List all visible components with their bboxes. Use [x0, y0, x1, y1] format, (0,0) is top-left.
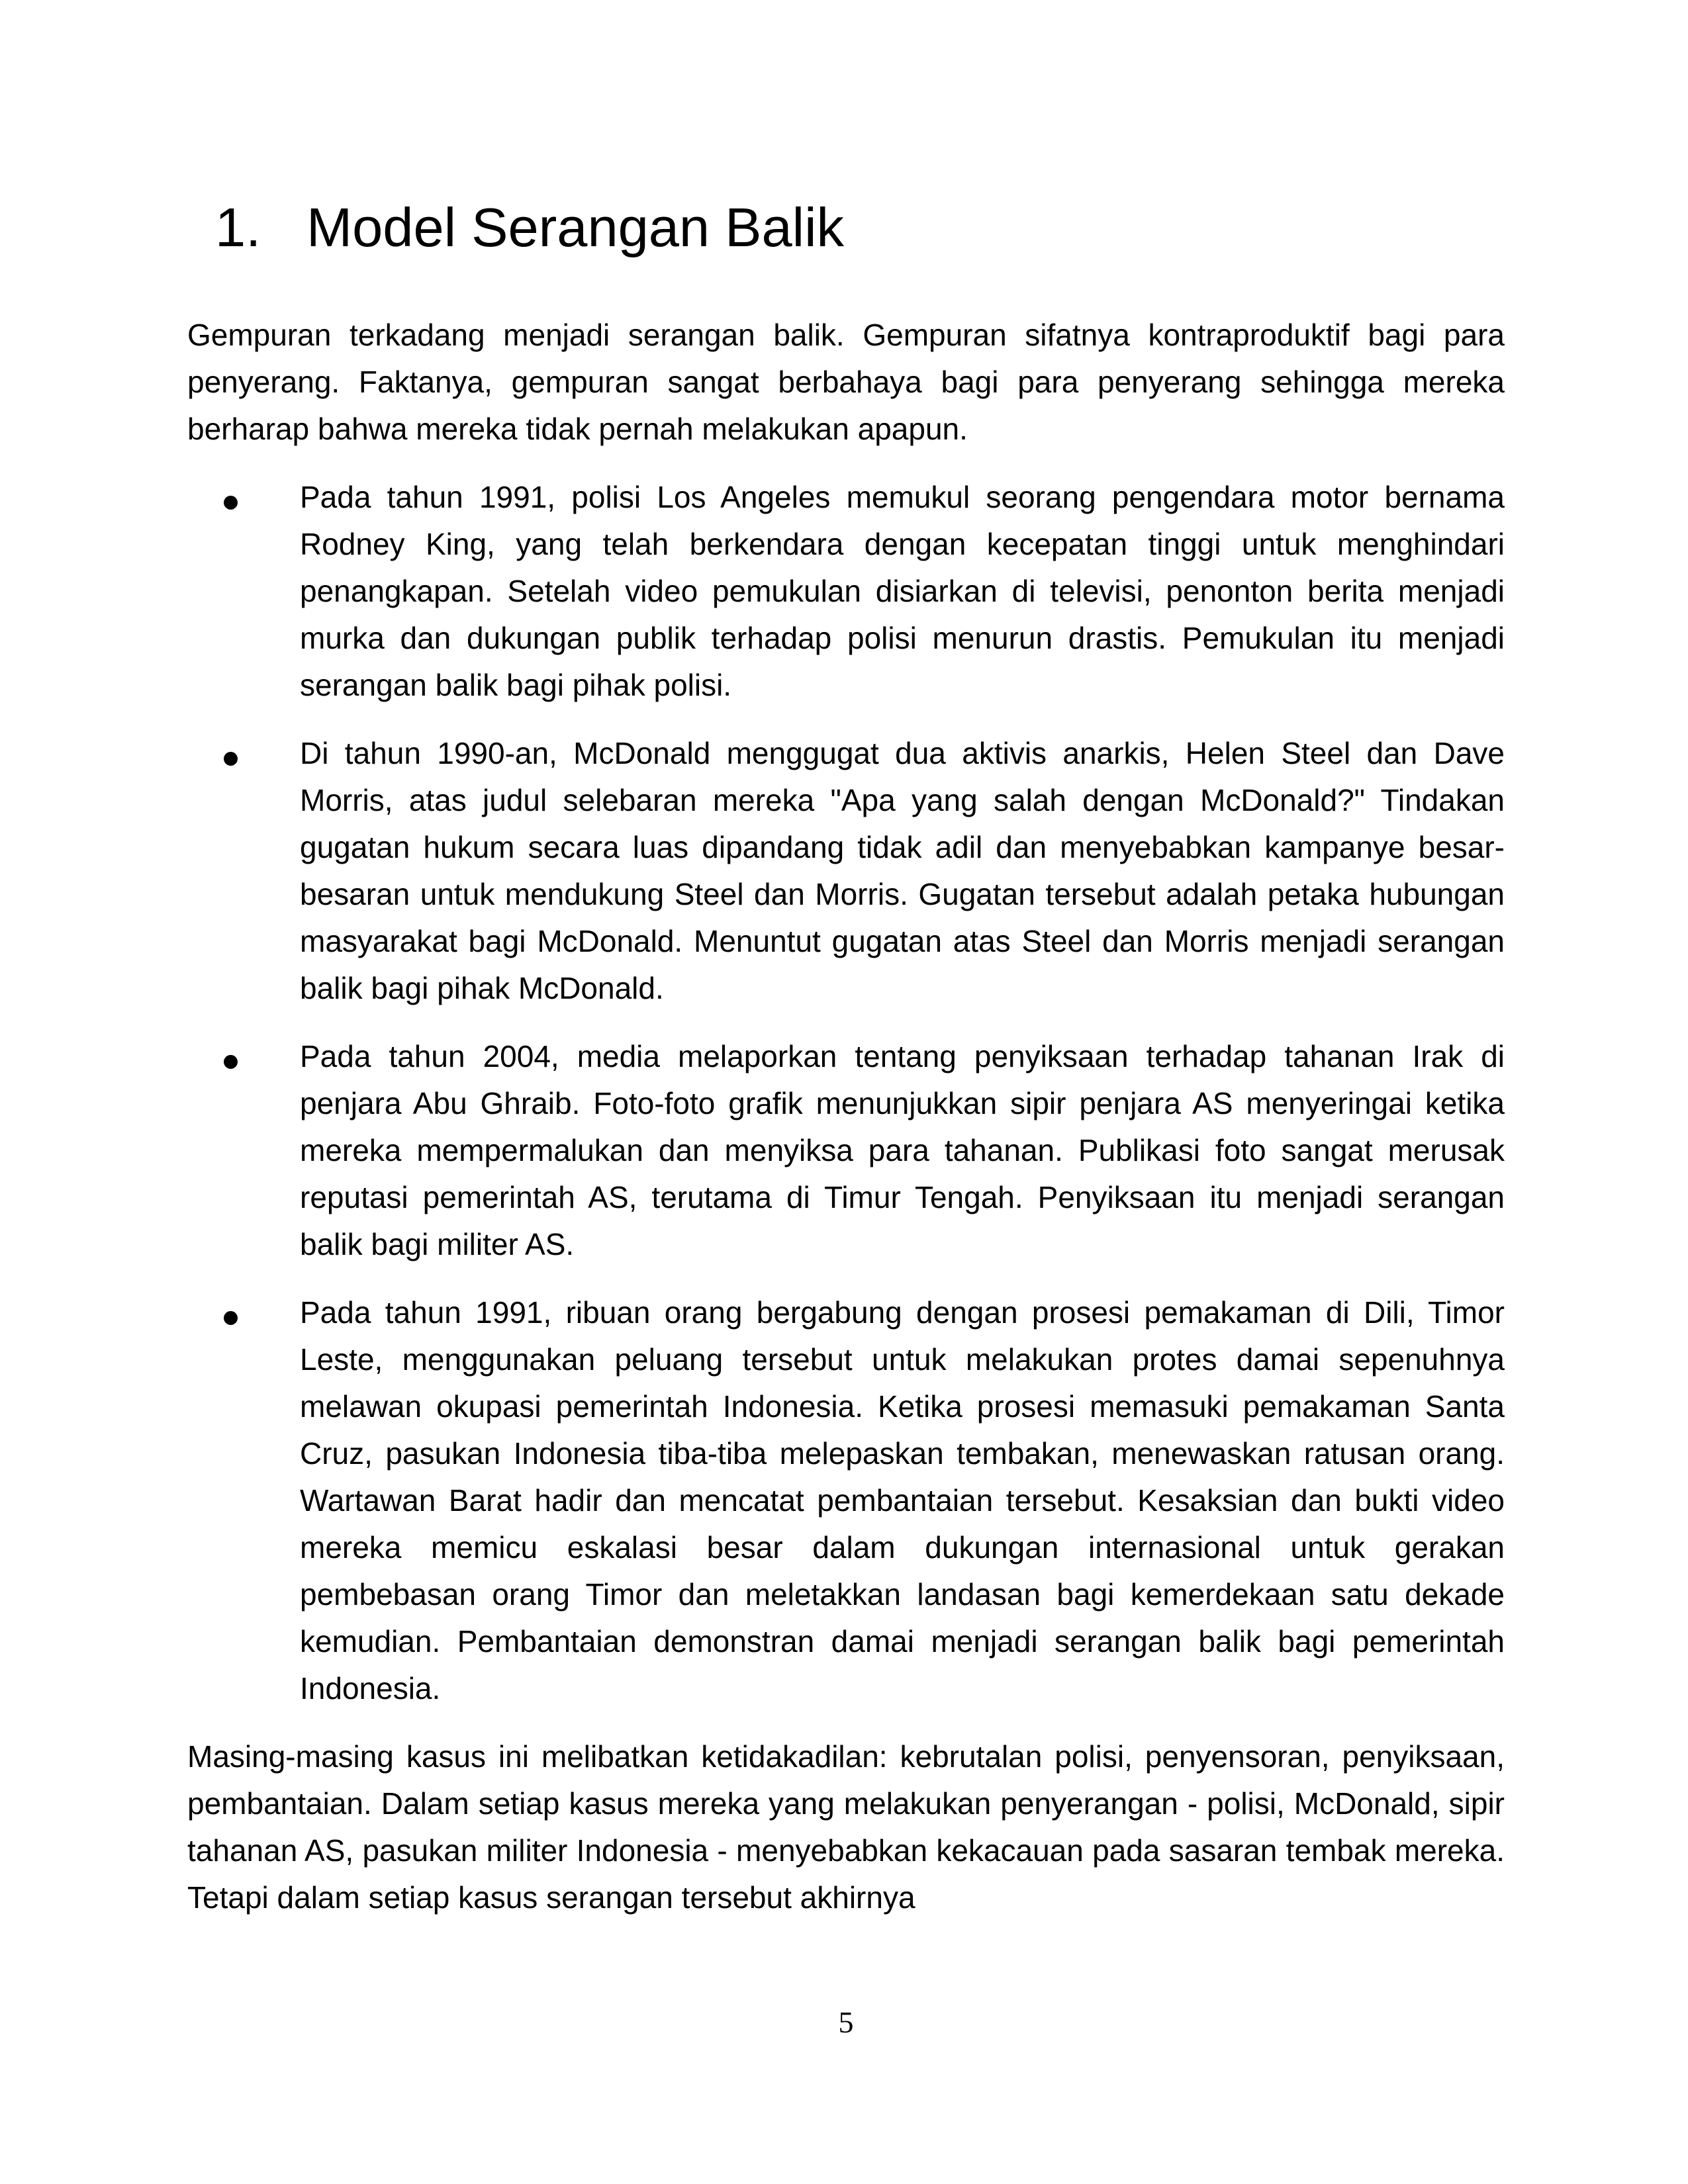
bullet-text: Di tahun 1990-an, McDonald menggugat dua aktivis anarkis, Helen Steel dan Dave Morris, atas judul selebaran mereka "Apa yang salah dengan McDonald?" Tindakan gugatan hukum secara luas dipandang tidak adil dan menyebabkan kampanye besar-besaran untuk mendukung Steel dan Morris. Gugatan tersebut adalah petaka hubungan masyarakat bagi McDonald. Menuntut gugatan atas Steel dan Morris menjadi serangan balik bagi pihak McDonald. [300, 736, 1505, 1005]
page-number: 5 [838, 2005, 854, 2039]
bullet-icon [224, 752, 238, 766]
bullet-icon [224, 496, 238, 510]
bullet-icon [224, 1055, 238, 1069]
closing-paragraph: Masing-masing kasus ini melibatkan ketidakadilan: kebrutalan polisi, penyensoran, penyiksaan, pembantaian. Dalam setiap kasus mereka yang melakukan penyerangan - polisi, McDonald, sipir tahanan AS, pasukan militer Indonesia - menyebabkan kekacauan pada sasaran tembak mereka. Tetapi dalam setiap kasus serangan tersebut akhirnya [187, 1739, 1505, 1915]
heading-title: Model Serangan Balik [306, 197, 845, 258]
bullet-item [187, 1289, 1505, 1712]
bullet-text: Pada tahun 2004, media melaporkan tentang penyiksaan terhadap tahanan Irak di penjara Abu Ghraib. Foto-foto grafik menunjukkan sipir penjara AS menyeringai ketika mereka mempermalukan dan menyiksa para tahanan. Publikasi foto sangat merusak reputasi pemerintah AS, terutama di Timur Tengah. Penyiksaan itu menjadi serangan balik bagi militer AS. [300, 1039, 1505, 1261]
bullet-item [187, 474, 1505, 709]
bullet-text: Pada tahun 1991, polisi Los Angeles memukul seorang pengendara motor bernama Rodney King, yang telah berkendara dengan kecepatan tinggi untuk menghindari penangkapan. Setelah video pemukulan disiarkan di televisi, penonton berita menjadi murka dan dukungan publik terhadap polisi menurun drastis. Pemukulan itu menjadi serangan balik bagi pihak polisi. [300, 480, 1505, 702]
bullet-item [187, 730, 1505, 1012]
bullet-text: Pada tahun 1991, ribuan orang bergabung dengan prosesi pemakaman di Dili, Timor Leste, menggunakan peluang tersebut untuk melakukan protes damai sepenuhnya melawan okupasi pemerintah Indonesia. Ketika prosesi memasuki pemakaman Santa Cruz, pasukan Indonesia tiba-tiba melepaskan tembakan, menewaskan ratusan orang. Wartawan Barat hadir dan mencatat pembantaian tersebut. Kesaksian dan bukti video mereka memicu eskalasi besar dalam dukungan internasional untuk gerakan pembebasan orang Timor dan meletakkan landasan bagi kemerdekaan satu dekade kemudian. Pembantaian demonstran damai menjadi serangan balik bagi pemerintah Indonesia. [300, 1295, 1505, 1706]
heading-number: 1. [215, 197, 261, 258]
intro-paragraph: Gempuran terkadang menjadi serangan balik. Gempuran sifatnya kontraproduktif bagi para penyerang. Faktanya, gempuran sangat berbahaya bagi para penyerang sehingga mereka berharap bahwa mereka tidak pernah melakukan apapun. [187, 318, 1505, 446]
page-content [187, 0, 1505, 1942]
bullet-item [187, 1033, 1505, 1268]
bullet-list [187, 474, 1505, 1712]
section-heading [187, 195, 1505, 261]
bullet-icon [224, 1311, 238, 1325]
